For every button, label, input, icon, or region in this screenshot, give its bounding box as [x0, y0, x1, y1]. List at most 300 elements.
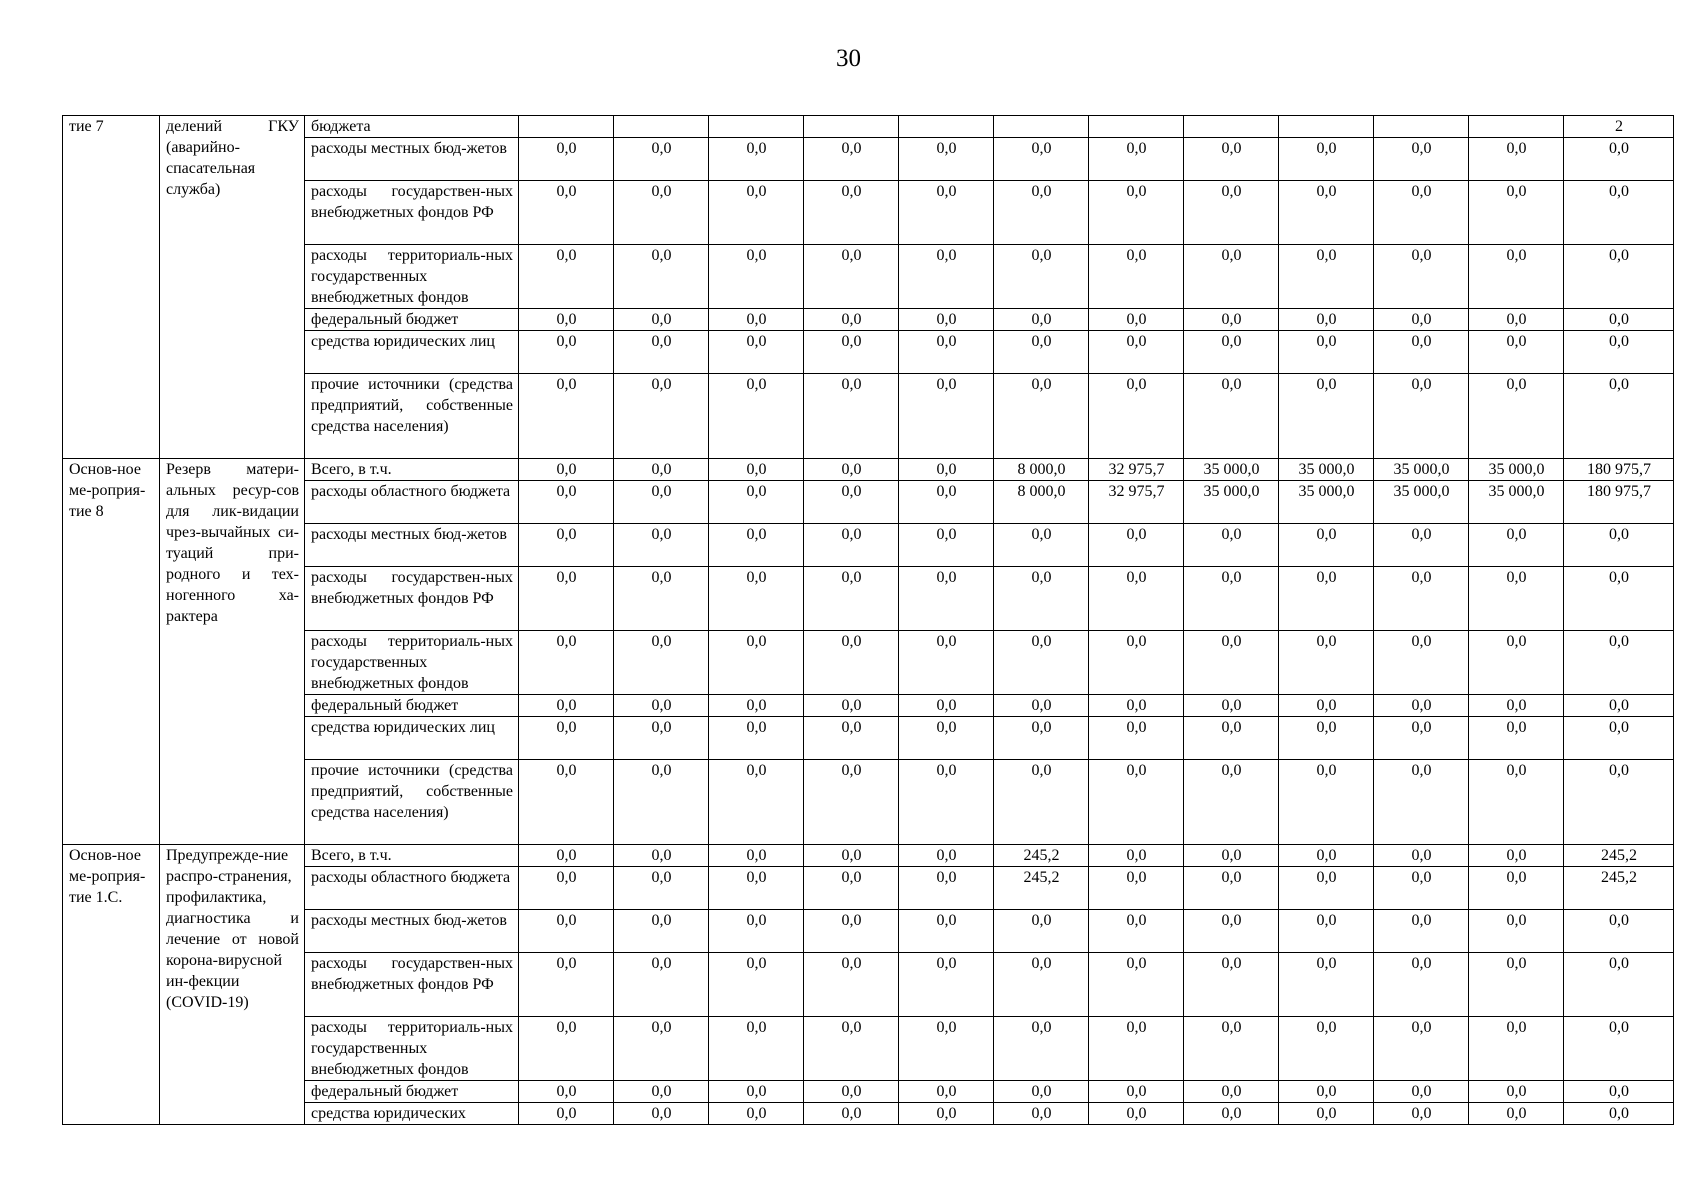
value-cell: 0,0	[1279, 331, 1374, 374]
value-cell: 0,0	[709, 374, 804, 459]
value-cell: 35 000,0	[1279, 481, 1374, 524]
value-cell: 0,0	[709, 138, 804, 181]
value-cell: 0,0	[804, 867, 899, 910]
event-cell: Основ-ное ме-роприя-тие 1.С.	[63, 845, 160, 1125]
table-row	[63, 953, 1674, 1017]
value-cell: 0,0	[899, 331, 994, 374]
value-cell: 0,0	[709, 567, 804, 631]
value-cell: 0,0	[1564, 717, 1674, 760]
value-cell: 0,0	[994, 567, 1089, 631]
funding-source-cell: расходы территориаль-ных государственных внебюджетных фондов	[305, 631, 519, 695]
value-cell: 0,0	[1089, 181, 1184, 245]
value-cell: 180 975,7	[1564, 459, 1674, 481]
value-cell: 35 000,0	[1374, 459, 1469, 481]
value-cell: 0,0	[1089, 1081, 1184, 1103]
value-cell: 0,0	[1469, 867, 1564, 910]
value-cell: 0,0	[1089, 760, 1184, 845]
value-cell: 0,0	[899, 1081, 994, 1103]
funding-source-cell: расходы местных бюд-жетов	[305, 138, 519, 181]
value-cell: 0,0	[519, 631, 614, 695]
value-cell: 0,0	[1374, 309, 1469, 331]
funding-source-cell: расходы государствен-ных внебюджетных фондов РФ	[305, 181, 519, 245]
value-cell: 0,0	[899, 760, 994, 845]
value-cell: 0,0	[709, 309, 804, 331]
value-cell: 0,0	[1374, 845, 1469, 867]
value-cell	[1184, 116, 1279, 138]
value-cell: 0,0	[614, 245, 709, 309]
event-cell: Основ-ное ме-роприя-тие 8	[63, 459, 160, 845]
value-cell: 0,0	[994, 245, 1089, 309]
value-cell: 0,0	[519, 138, 614, 181]
funding-source-cell: средства юридических лиц	[305, 331, 519, 374]
funding-source-cell: федеральный бюджет	[305, 309, 519, 331]
table-row	[63, 245, 1674, 309]
value-cell: 0,0	[709, 845, 804, 867]
value-cell: 0,0	[899, 374, 994, 459]
value-cell: 0,0	[1564, 138, 1674, 181]
value-cell: 0,0	[804, 760, 899, 845]
value-cell: 0,0	[1469, 245, 1564, 309]
value-cell: 245,2	[994, 845, 1089, 867]
value-cell: 0,0	[709, 717, 804, 760]
value-cell: 0,0	[1184, 845, 1279, 867]
value-cell: 0,0	[1184, 910, 1279, 953]
value-cell: 245,2	[994, 867, 1089, 910]
funding-source-cell: прочие источники (средства предприятий, собственные средства населения)	[305, 374, 519, 459]
value-cell: 0,0	[709, 867, 804, 910]
value-cell: 0,0	[1279, 910, 1374, 953]
value-cell: 0,0	[1089, 910, 1184, 953]
value-cell: 0,0	[1469, 309, 1564, 331]
funding-source-cell: расходы местных бюд-жетов	[305, 910, 519, 953]
funding-source-cell: расходы государствен-ных внебюджетных фондов РФ	[305, 953, 519, 1017]
funding-source-cell: средства юридических лиц	[305, 717, 519, 760]
value-cell: 0,0	[1184, 695, 1279, 717]
value-cell: 0,0	[1469, 760, 1564, 845]
table-row	[63, 1103, 1674, 1125]
value-cell: 0,0	[899, 181, 994, 245]
value-cell: 0,0	[1469, 953, 1564, 1017]
table-row	[63, 1017, 1674, 1081]
value-cell: 0,0	[804, 910, 899, 953]
value-cell: 0,0	[709, 181, 804, 245]
value-cell: 0,0	[1089, 1017, 1184, 1081]
value-cell: 0,0	[1279, 760, 1374, 845]
value-cell: 35 000,0	[1469, 459, 1564, 481]
value-cell: 0,0	[1184, 953, 1279, 1017]
value-cell: 35 000,0	[1279, 459, 1374, 481]
value-cell: 0,0	[614, 1103, 709, 1125]
value-cell: 0,0	[899, 953, 994, 1017]
value-cell: 0,0	[1564, 1081, 1674, 1103]
value-cell: 0,0	[1374, 631, 1469, 695]
value-cell: 0,0	[1374, 695, 1469, 717]
value-cell: 0,0	[1089, 631, 1184, 695]
value-cell: 0,0	[1564, 245, 1674, 309]
value-cell: 0,0	[1469, 1103, 1564, 1125]
value-cell	[709, 116, 804, 138]
value-cell: 0,0	[1374, 1103, 1469, 1125]
value-cell: 0,0	[1089, 138, 1184, 181]
value-cell: 0,0	[1374, 867, 1469, 910]
value-cell: 0,0	[1279, 953, 1374, 1017]
value-cell: 0,0	[1184, 717, 1279, 760]
table-row	[63, 910, 1674, 953]
value-cell: 0,0	[1184, 567, 1279, 631]
value-cell: 0,0	[1089, 845, 1184, 867]
value-cell: 0,0	[1469, 631, 1564, 695]
value-cell: 0,0	[1374, 181, 1469, 245]
value-cell: 0,0	[519, 309, 614, 331]
value-cell: 0,0	[1564, 910, 1674, 953]
value-cell: 0,0	[994, 181, 1089, 245]
value-cell: 0,0	[519, 374, 614, 459]
value-cell	[994, 116, 1089, 138]
value-cell: 35 000,0	[1184, 481, 1279, 524]
value-cell: 0,0	[709, 1081, 804, 1103]
table-row	[63, 845, 1674, 867]
value-cell: 0,0	[709, 331, 804, 374]
value-cell: 0,0	[614, 695, 709, 717]
value-cell	[1374, 116, 1469, 138]
value-cell: 0,0	[994, 953, 1089, 1017]
value-cell: 0,0	[1374, 567, 1469, 631]
value-cell: 0,0	[614, 631, 709, 695]
value-cell: 0,0	[1184, 631, 1279, 695]
value-cell: 0,0	[899, 631, 994, 695]
value-cell: 0,0	[519, 245, 614, 309]
value-cell: 0,0	[614, 138, 709, 181]
value-cell: 0,0	[1564, 631, 1674, 695]
value-cell: 0,0	[1184, 245, 1279, 309]
value-cell: 0,0	[1374, 331, 1469, 374]
table-row	[63, 695, 1674, 717]
value-cell: 0,0	[614, 524, 709, 567]
value-cell: 0,0	[614, 459, 709, 481]
value-cell: 0,0	[519, 567, 614, 631]
value-cell: 0,0	[1469, 1017, 1564, 1081]
funding-source-cell: федеральный бюджет	[305, 695, 519, 717]
value-cell: 0,0	[709, 953, 804, 1017]
value-cell: 0,0	[1469, 845, 1564, 867]
value-cell: 0,0	[519, 760, 614, 845]
value-cell: 0,0	[1469, 1081, 1564, 1103]
value-cell: 0,0	[519, 867, 614, 910]
funding-source-cell: расходы областного бюджета	[305, 867, 519, 910]
value-cell: 0,0	[804, 524, 899, 567]
funding-source-cell: бюджета	[305, 116, 519, 138]
value-cell: 0,0	[1374, 760, 1469, 845]
value-cell: 0,0	[994, 910, 1089, 953]
value-cell	[1279, 116, 1374, 138]
value-cell: 0,0	[1279, 309, 1374, 331]
value-cell: 0,0	[614, 181, 709, 245]
value-cell: 32 975,7	[1089, 459, 1184, 481]
value-cell: 0,0	[1184, 374, 1279, 459]
value-cell: 0,0	[804, 845, 899, 867]
value-cell: 0,0	[994, 717, 1089, 760]
value-cell: 0,0	[1374, 138, 1469, 181]
value-cell: 0,0	[899, 524, 994, 567]
value-cell: 0,0	[994, 524, 1089, 567]
value-cell: 0,0	[614, 481, 709, 524]
table-row	[63, 138, 1674, 181]
value-cell: 0,0	[994, 695, 1089, 717]
value-cell: 0,0	[1374, 910, 1469, 953]
value-cell: 0,0	[994, 309, 1089, 331]
value-cell: 0,0	[1374, 953, 1469, 1017]
value-cell: 0,0	[1279, 567, 1374, 631]
value-cell: 35 000,0	[1374, 481, 1469, 524]
table-row	[63, 867, 1674, 910]
table-row	[63, 181, 1674, 245]
value-cell: 0,0	[899, 1017, 994, 1081]
value-cell: 0,0	[519, 481, 614, 524]
value-cell: 0,0	[1279, 1017, 1374, 1081]
value-cell: 0,0	[614, 567, 709, 631]
value-cell: 0,0	[899, 567, 994, 631]
value-cell: 0,0	[614, 867, 709, 910]
value-cell: 0,0	[519, 695, 614, 717]
value-cell: 0,0	[519, 459, 614, 481]
value-cell: 0,0	[1184, 524, 1279, 567]
value-cell: 0,0	[1469, 524, 1564, 567]
value-cell: 0,0	[994, 1017, 1089, 1081]
value-cell: 0,0	[994, 331, 1089, 374]
value-cell: 0,0	[614, 374, 709, 459]
value-cell: 8 000,0	[994, 459, 1089, 481]
value-cell: 0,0	[1469, 910, 1564, 953]
value-cell: 0,0	[709, 760, 804, 845]
value-cell: 0,0	[994, 1103, 1089, 1125]
value-cell: 0,0	[519, 953, 614, 1017]
description-cell: Резерв матери-альных ресур-сов для лик-видации чрез-вычайных си-туаций при-родного и тех-ногенного ха-рактера	[160, 459, 305, 845]
value-cell	[519, 116, 614, 138]
value-cell: 0,0	[1089, 524, 1184, 567]
value-cell: 0,0	[1469, 181, 1564, 245]
event-cell: тие 7	[63, 116, 160, 459]
value-cell: 0,0	[804, 567, 899, 631]
value-cell: 0,0	[1279, 245, 1374, 309]
value-cell: 0,0	[1279, 695, 1374, 717]
value-cell: 0,0	[709, 245, 804, 309]
value-cell: 0,0	[994, 631, 1089, 695]
value-cell: 0,0	[899, 245, 994, 309]
value-cell: 0,0	[614, 1081, 709, 1103]
value-cell: 0,0	[1089, 867, 1184, 910]
value-cell: 0,0	[804, 631, 899, 695]
funding-source-cell: средства юридических	[305, 1103, 519, 1125]
table-row	[63, 481, 1674, 524]
value-cell: 0,0	[1089, 717, 1184, 760]
value-cell: 0,0	[709, 1017, 804, 1081]
value-cell: 0,0	[899, 481, 994, 524]
description-cell: делений ГКУ (аварийно-спасательная служба)	[160, 116, 305, 459]
value-cell	[899, 116, 994, 138]
value-cell: 0,0	[1469, 695, 1564, 717]
value-cell: 0,0	[804, 695, 899, 717]
value-cell: 0,0	[1184, 138, 1279, 181]
budget-table	[62, 115, 1674, 1125]
value-cell: 0,0	[1089, 245, 1184, 309]
table-row	[63, 717, 1674, 760]
value-cell: 0,0	[614, 953, 709, 1017]
value-cell: 0,0	[1564, 695, 1674, 717]
value-cell: 0,0	[1089, 374, 1184, 459]
value-cell: 0,0	[1564, 760, 1674, 845]
value-cell: 0,0	[1279, 181, 1374, 245]
value-cell: 0,0	[899, 695, 994, 717]
value-cell: 245,2	[1564, 845, 1674, 867]
value-cell: 0,0	[899, 309, 994, 331]
value-cell: 0,0	[1469, 331, 1564, 374]
value-cell: 0,0	[994, 138, 1089, 181]
value-cell: 0,0	[519, 1081, 614, 1103]
value-cell: 0,0	[1279, 845, 1374, 867]
value-cell: 0,0	[899, 717, 994, 760]
value-cell: 0,0	[1089, 953, 1184, 1017]
value-cell: 0,0	[1564, 953, 1674, 1017]
value-cell: 0,0	[519, 717, 614, 760]
value-cell: 0,0	[709, 481, 804, 524]
value-cell	[804, 116, 899, 138]
table-row	[63, 331, 1674, 374]
value-cell: 0,0	[804, 245, 899, 309]
value-cell: 0,0	[519, 331, 614, 374]
value-cell: 0,0	[1564, 1017, 1674, 1081]
value-cell: 0,0	[1469, 567, 1564, 631]
value-cell: 0,0	[1374, 374, 1469, 459]
value-cell: 0,0	[1564, 331, 1674, 374]
funding-source-cell: Всего, в т.ч.	[305, 845, 519, 867]
funding-source-cell: расходы территориаль-ных государственных внебюджетных фондов	[305, 245, 519, 309]
value-cell: 0,0	[1184, 181, 1279, 245]
value-cell: 0,0	[1184, 1103, 1279, 1125]
value-cell: 0,0	[519, 1103, 614, 1125]
value-cell	[614, 116, 709, 138]
funding-source-cell: расходы государствен-ных внебюджетных фондов РФ	[305, 567, 519, 631]
table-row	[63, 524, 1674, 567]
value-cell: 0,0	[614, 309, 709, 331]
value-cell: 0,0	[519, 845, 614, 867]
value-cell: 0,0	[709, 459, 804, 481]
table-row	[63, 760, 1674, 845]
value-cell: 0,0	[1089, 1103, 1184, 1125]
value-cell: 2	[1564, 116, 1674, 138]
value-cell: 0,0	[1564, 524, 1674, 567]
description-cell: Предупрежде-ние распро-странения, профилактика, диагностика и лечение от новой корона-вирусной ин-фекции (COVID-19)	[160, 845, 305, 1125]
table-row	[63, 309, 1674, 331]
value-cell: 0,0	[1089, 695, 1184, 717]
value-cell: 0,0	[1469, 717, 1564, 760]
table-row	[63, 631, 1674, 695]
funding-source-cell: федеральный бюджет	[305, 1081, 519, 1103]
value-cell: 0,0	[519, 910, 614, 953]
value-cell: 0,0	[804, 331, 899, 374]
funding-source-cell: Всего, в т.ч.	[305, 459, 519, 481]
value-cell: 0,0	[804, 181, 899, 245]
value-cell: 0,0	[1374, 717, 1469, 760]
value-cell: 0,0	[1279, 1081, 1374, 1103]
value-cell: 0,0	[1374, 1017, 1469, 1081]
value-cell: 0,0	[1279, 717, 1374, 760]
funding-source-cell: прочие источники (средства предприятий, собственные средства населения)	[305, 760, 519, 845]
value-cell: 0,0	[1184, 1017, 1279, 1081]
table-row	[63, 567, 1674, 631]
value-cell: 0,0	[519, 181, 614, 245]
value-cell: 0,0	[899, 459, 994, 481]
value-cell: 0,0	[804, 953, 899, 1017]
value-cell: 0,0	[1089, 309, 1184, 331]
value-cell: 0,0	[1279, 524, 1374, 567]
value-cell: 8 000,0	[994, 481, 1089, 524]
value-cell: 0,0	[709, 910, 804, 953]
value-cell: 0,0	[1564, 309, 1674, 331]
page-number: 30	[836, 45, 861, 72]
value-cell: 0,0	[614, 845, 709, 867]
value-cell: 0,0	[899, 1103, 994, 1125]
value-cell: 0,0	[1184, 760, 1279, 845]
value-cell: 0,0	[899, 867, 994, 910]
value-cell: 0,0	[1184, 331, 1279, 374]
value-cell: 0,0	[1184, 309, 1279, 331]
funding-source-cell: расходы областного бюджета	[305, 481, 519, 524]
value-cell: 0,0	[1089, 567, 1184, 631]
funding-source-cell: расходы территориаль-ных государственных внебюджетных фондов	[305, 1017, 519, 1081]
table-row	[63, 459, 1674, 481]
value-cell	[1089, 116, 1184, 138]
value-cell: 0,0	[1279, 374, 1374, 459]
value-cell: 0,0	[899, 845, 994, 867]
value-cell: 0,0	[804, 1081, 899, 1103]
value-cell: 0,0	[1469, 138, 1564, 181]
value-cell: 0,0	[614, 717, 709, 760]
value-cell: 0,0	[899, 910, 994, 953]
value-cell: 0,0	[994, 1081, 1089, 1103]
value-cell: 0,0	[709, 1103, 804, 1125]
funding-source-cell: расходы местных бюд-жетов	[305, 524, 519, 567]
value-cell: 245,2	[1564, 867, 1674, 910]
value-cell: 0,0	[1279, 867, 1374, 910]
value-cell	[1469, 116, 1564, 138]
value-cell: 0,0	[1279, 631, 1374, 695]
value-cell: 0,0	[1564, 567, 1674, 631]
table-row	[63, 1081, 1674, 1103]
value-cell: 0,0	[1374, 524, 1469, 567]
table-row	[63, 374, 1674, 459]
value-cell: 0,0	[614, 760, 709, 845]
value-cell: 0,0	[709, 631, 804, 695]
value-cell: 0,0	[899, 138, 994, 181]
value-cell: 0,0	[1089, 331, 1184, 374]
value-cell: 0,0	[614, 910, 709, 953]
value-cell: 0,0	[804, 717, 899, 760]
value-cell: 0,0	[804, 309, 899, 331]
value-cell: 0,0	[709, 695, 804, 717]
value-cell: 0,0	[1184, 1081, 1279, 1103]
value-cell: 0,0	[994, 374, 1089, 459]
value-cell: 0,0	[1469, 374, 1564, 459]
value-cell: 0,0	[614, 1017, 709, 1081]
value-cell: 180 975,7	[1564, 481, 1674, 524]
value-cell: 35 000,0	[1184, 459, 1279, 481]
value-cell: 0,0	[1564, 374, 1674, 459]
value-cell: 35 000,0	[1469, 481, 1564, 524]
value-cell: 0,0	[804, 459, 899, 481]
value-cell: 0,0	[614, 331, 709, 374]
value-cell: 0,0	[1279, 138, 1374, 181]
value-cell: 0,0	[709, 524, 804, 567]
